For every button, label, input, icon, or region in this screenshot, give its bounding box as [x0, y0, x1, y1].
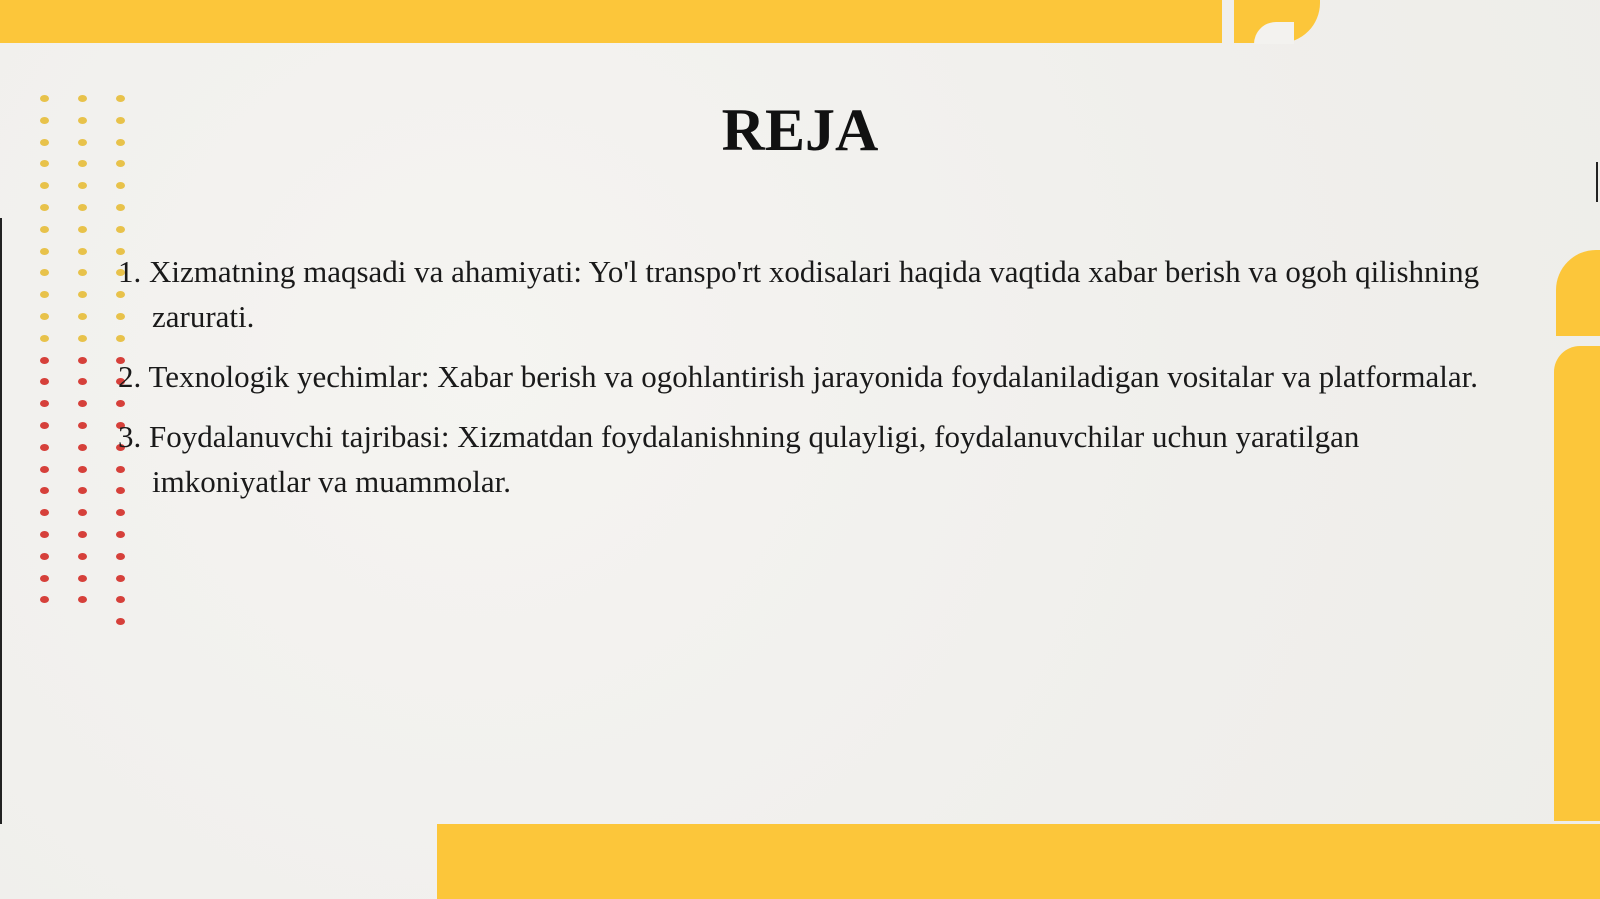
decorative-dot	[116, 182, 125, 189]
decorative-dot	[40, 313, 49, 320]
decorative-dot	[78, 248, 87, 255]
decorative-dot	[78, 531, 87, 538]
decorative-dot	[40, 422, 49, 429]
decorative-dot	[40, 444, 49, 451]
decorative-dot	[78, 466, 87, 473]
decorative-dot	[40, 553, 49, 560]
decorative-dot	[78, 575, 87, 582]
decorative-dot	[78, 444, 87, 451]
left-edge-line	[0, 218, 2, 824]
decorative-dot	[40, 378, 49, 385]
decorative-dot	[78, 182, 87, 189]
decorative-dot	[116, 531, 125, 538]
decorative-dot	[40, 487, 49, 494]
decorative-dot	[116, 553, 125, 560]
decorative-dot	[40, 466, 49, 473]
decorative-dot	[40, 226, 49, 233]
decorative-dot	[40, 400, 49, 407]
plan-item-1	[118, 249, 1498, 339]
decorative-dot	[40, 248, 49, 255]
plan-list	[118, 249, 1498, 519]
decorative-dot	[78, 553, 87, 560]
decorative-dot	[40, 596, 49, 603]
decorative-dot	[78, 291, 87, 298]
decorative-dot	[40, 204, 49, 211]
plan-item-number: 2.	[118, 359, 142, 394]
decorative-dot	[116, 204, 125, 211]
plan-item-text: Xizmatning maqsadi va ahamiyati: Yo'l transpo'rt xodisalari haqida vaqtida xabar berish va ogoh qilishning zarurati.	[149, 254, 1480, 334]
decorative-dot	[78, 313, 87, 320]
top-accent-bar	[0, 0, 1222, 43]
plan-item-3	[118, 414, 1498, 504]
decorative-dot	[40, 291, 49, 298]
decorative-dot	[40, 575, 49, 582]
decorative-dot	[116, 596, 125, 603]
decorative-dot	[40, 531, 49, 538]
decorative-dot	[116, 618, 125, 625]
plan-item-2	[118, 354, 1498, 399]
plan-item-number: 1.	[118, 254, 142, 289]
right-accent-tab	[1556, 250, 1600, 336]
decorative-dot	[78, 226, 87, 233]
decorative-dot	[78, 204, 87, 211]
plan-item-text: Foydalanuvchi tajribasi: Xizmatdan foydalanishning qulayligi, foydalanuvchilar uchun yaratilgan imkoniyatlar va muammolar.	[149, 419, 1360, 499]
decorative-dot	[40, 269, 49, 276]
slide-title: REJA	[721, 97, 879, 163]
plan-item-text: Texnologik yechimlar: Xabar berish va ogohlantirish jarayonida foydalaniladigan vositalar va platformalar.	[148, 359, 1478, 394]
decorative-dot	[40, 182, 49, 189]
decorative-dot	[78, 422, 87, 429]
decorative-dot	[40, 509, 49, 516]
plan-item-number: 3.	[118, 419, 142, 454]
decorative-dot	[78, 509, 87, 516]
decorative-dot	[116, 575, 125, 582]
decorative-dot	[40, 335, 49, 342]
right-edge-line	[1596, 162, 1598, 202]
decorative-dot	[78, 487, 87, 494]
decorative-dot	[116, 226, 125, 233]
decorative-dot	[78, 269, 87, 276]
bottom-accent-bar	[437, 824, 1600, 899]
decorative-dot	[40, 357, 49, 364]
decorative-dot	[78, 357, 87, 364]
decorative-dot	[78, 400, 87, 407]
decorative-dot	[78, 596, 87, 603]
decorative-dot	[78, 378, 87, 385]
right-accent-bar	[1554, 346, 1600, 821]
decorative-dot	[78, 335, 87, 342]
